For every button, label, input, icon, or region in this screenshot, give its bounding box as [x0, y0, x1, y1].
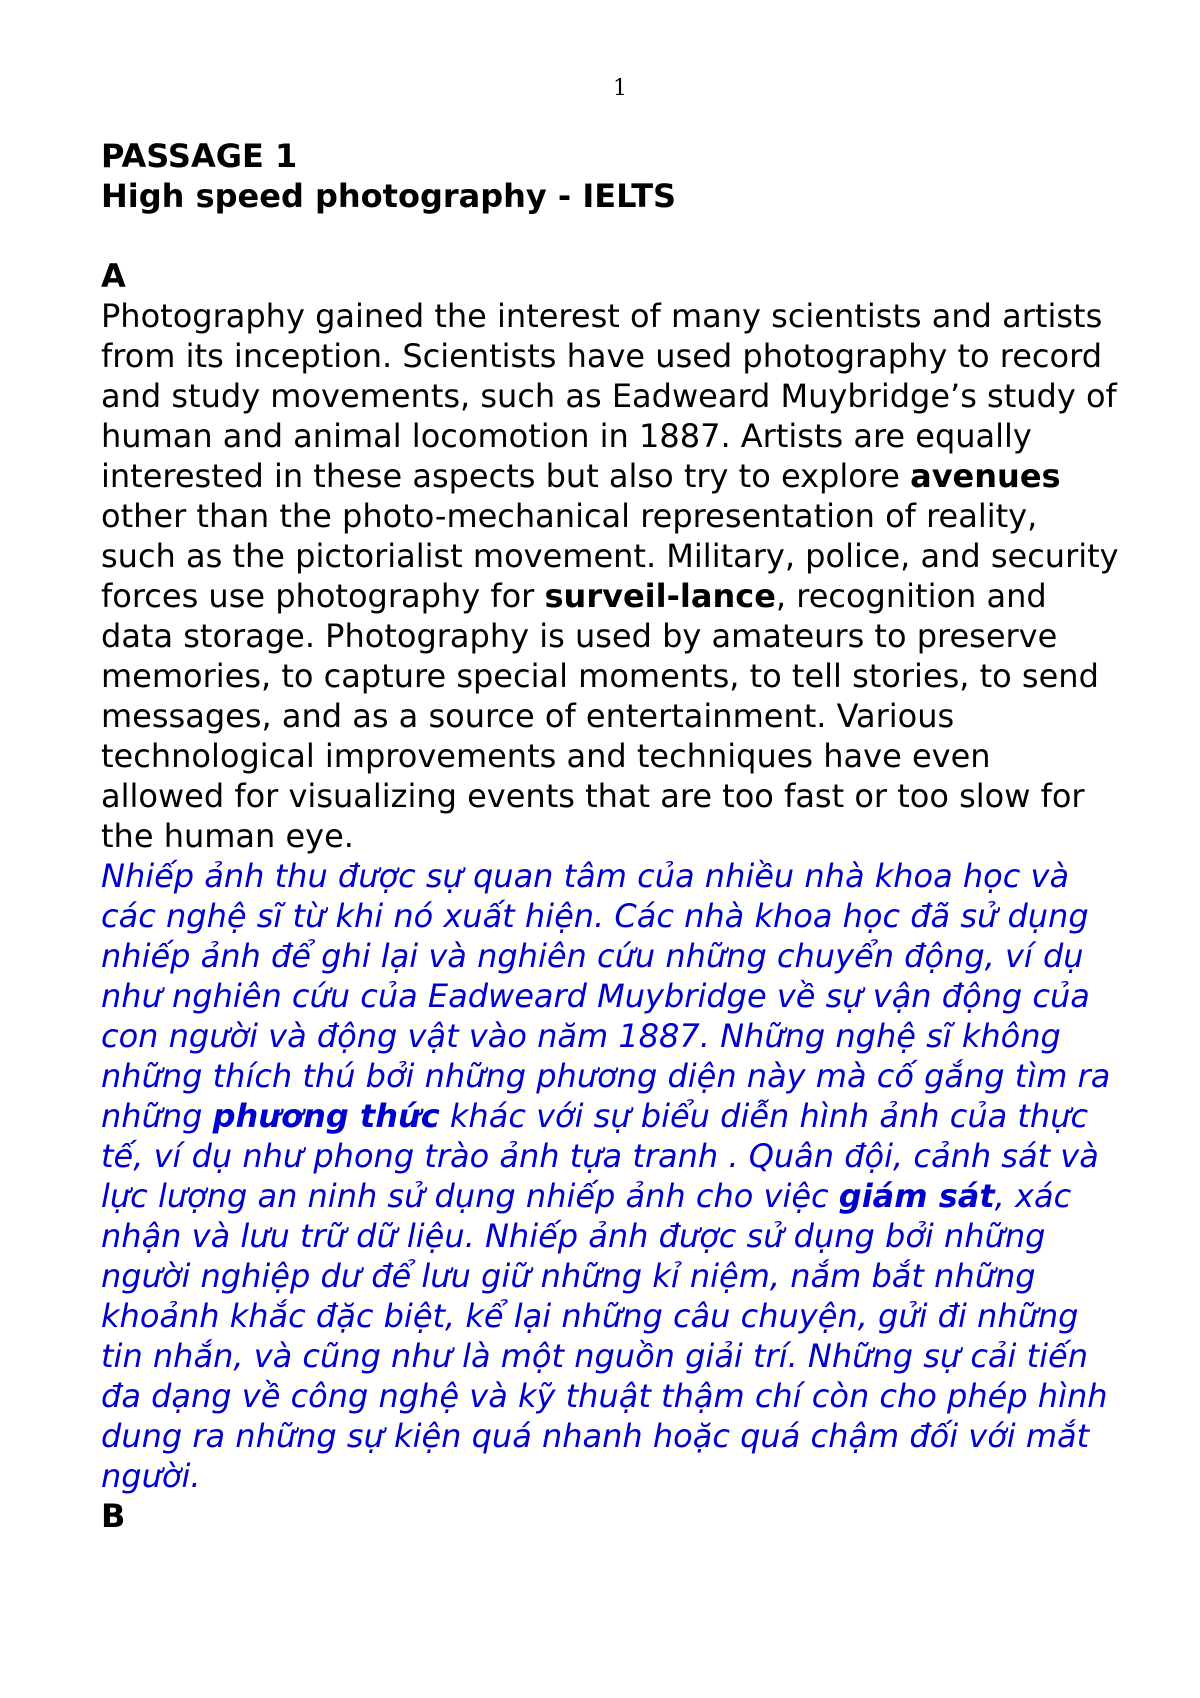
text-span: , xác nhận và lưu trữ dữ liệu. Nhiếp ảnh được sử dụng bởi những người nghiệp dư để lưu giữ những kỉ niệm, nắm bắt những khoảnh khắc đặc biệt, kể lại những câu chuyện, gửi đi những tin nhắn, và cũng như là một nguồn giải trí. Những sự cải tiến đa dạng về công nghệ và kỹ thuật thậm chí còn cho phép hình dung ra những sự kiện quá nhanh hoặc quá chậm đối với mắt người.: [101, 1177, 1108, 1495]
text-span: Nhiếp ảnh thu được sự quan tâm của nhiều nhà khoa học và các nghệ sĩ từ khi nó xuất hiện. Các nhà khoa học đã sử dụng nhiếp ảnh để ghi lại và nghiên cứu những chuyển động, ví dụ như nghiên cứu của Eadweard Muybridge về sự vận động của con người và động vật vào năm 1887. Những nghệ sĩ không những thích thú bởi những phương diện này mà cố gắng tìm ra những: [101, 857, 1111, 1135]
section-letter-b: B: [101, 1497, 126, 1535]
text-span: , recognition and data storage. Photography is used by amateurs to preserve memories, to capture special moments, to tell stories, to send messages, and as a source of entertainment. Various technological improvements and techniques have even allowed for visualizing events that are too fast or too slow for the human eye.: [101, 577, 1099, 855]
text-span: khác với sự biểu diễn hình ảnh của thực tế, ví dụ như phong trào ảnh tựa tranh . Quân đội, cảnh sát và lực lượng an ninh sử dụng nhiếp ảnh cho việc: [101, 1097, 1099, 1215]
document-title: High speed photography - IELTS: [101, 177, 677, 215]
document-body: [101, 136, 1121, 1536]
bold-term: surveil-lance: [544, 577, 776, 615]
text-span: other than the photo-mechanical representation of reality, such as the pictorialist movement. Military, police, and security forces use photography for: [101, 497, 1119, 615]
page-number: 1: [613, 76, 627, 101]
english-paragraph-a: [101, 296, 1121, 856]
vietnamese-paragraph-a: [101, 856, 1121, 1496]
text-span: Photography gained the interest of many scientists and artists from its inception. Scientists have used photography to record and study movements, such as Eadweard Muybridge’s study of human and animal locomotion in 1887. Artists are equally interested in these aspects but also try to explore: [101, 297, 1117, 495]
blank-line: [101, 216, 1121, 256]
passage-label: PASSAGE 1: [101, 137, 298, 175]
section-letter-a: A: [101, 257, 126, 295]
bold-term: giám sát: [838, 1177, 995, 1215]
bold-term: phương thức: [212, 1097, 440, 1135]
bold-term: avenues: [910, 457, 1061, 495]
